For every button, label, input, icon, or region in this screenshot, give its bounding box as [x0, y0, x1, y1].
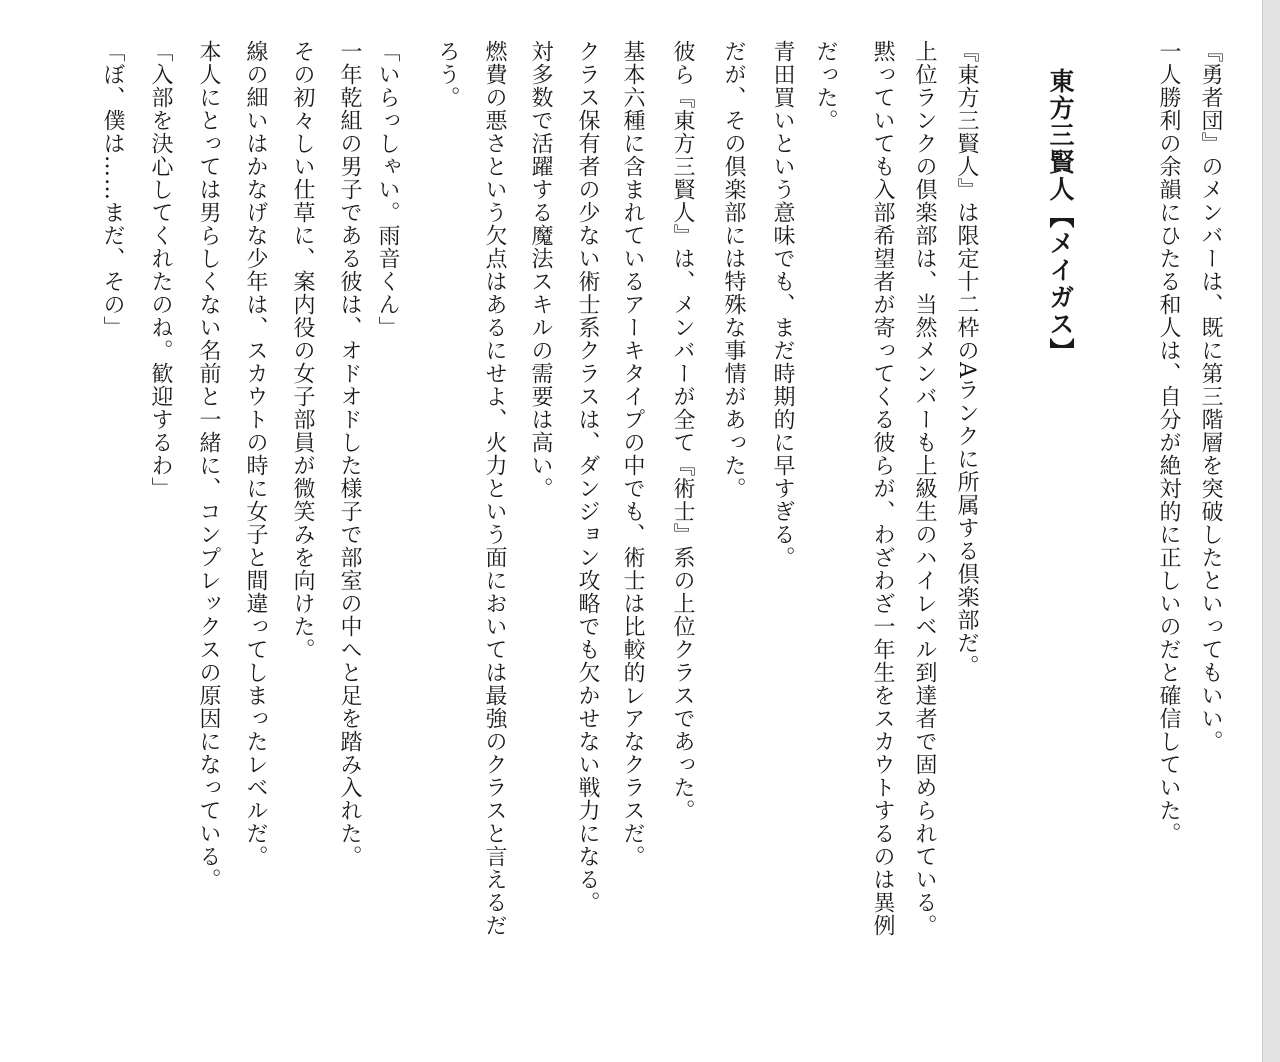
- text-column-4: 『東方三賢人』は限定十二枠のAランクに所属する倶楽部だ。: [954, 40, 979, 678]
- text-column-6: 黙っていても入部希望者が寄ってくる彼らが、わざわざ一年生をスカウトするのは異例: [870, 40, 895, 937]
- text-column-13: 対多数で活躍する魔法スキルの需要は高い。: [528, 40, 553, 500]
- text-column-2: 一人勝利の余韻にひたる和人は、自分が絶対的に正しいのだと確信していた。: [1156, 40, 1181, 845]
- text-column-17: 一年乾組の男子である彼は、オドオドした様子で部室の中へと足を踏み入れた。: [337, 40, 362, 868]
- text-column-18: その初々しい仕草に、案内役の女子部員が微笑みを向けた。: [290, 40, 315, 661]
- text-column-12: クラス保有者の少ない術士系クラスは、ダンジョン攻略でも欠かせない戦力になる。: [575, 40, 600, 914]
- text-column-15: ろう。: [435, 40, 460, 109]
- text-column-20: 本人にとっては男らしくない名前と一緒に、コンプレックスの原因になっている。: [196, 40, 221, 891]
- text-column-14: 燃費の悪さという欠点はあるにせよ、火力という面においては最強のクラスと言えるだ: [482, 40, 507, 937]
- text-column-5: 上位ランクの倶楽部は、当然メンバーも上級生のハイレベル到達者で固められている。: [912, 40, 937, 937]
- text-column-9: だが、その倶楽部には特殊な事情があった。: [721, 40, 746, 500]
- text-column-22: 「ぼ、僕は……まだ、その」: [100, 40, 125, 339]
- text-column-7: だった。: [813, 40, 838, 132]
- text-column-19: 線の細いはかなげな少年は、スカウトの時に女子と間違ってしまったレベルだ。: [243, 40, 268, 868]
- text-column-10: 彼ら『東方三賢人』は、メンバーが全て『術士』系の上位クラスであった。: [670, 40, 695, 822]
- text-column-16: 「いらっしゃい。雨音くん」: [375, 40, 400, 339]
- text-column-11: 基本六種に含まれているアーキタイプの中でも、術士は比較的レアなクラスだ。: [620, 40, 645, 868]
- text-column-8: 青田買いという意味でも、まだ時期的に早すぎる。: [770, 40, 795, 569]
- page-edge-scrollbar: [1262, 0, 1280, 1062]
- section-heading: 東方三賢人【メイガス】: [1046, 68, 1075, 365]
- text-column-21: 「入部を決心してくれたのね。歓迎するわ」: [148, 40, 173, 500]
- text-column-1: 『勇者団』のメンバーは、既に第三階層を突破したといってもいい。: [1198, 40, 1223, 753]
